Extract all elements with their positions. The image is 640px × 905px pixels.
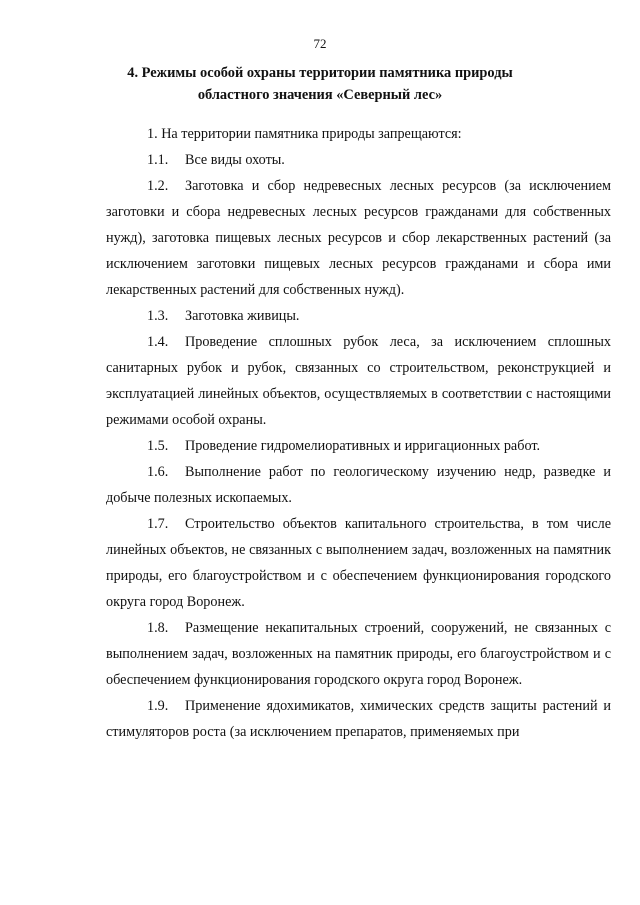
list-item-number: 1.9. [147, 698, 169, 714]
list-item-number: 1.2. [147, 178, 169, 194]
list-item-number: 1.7. [147, 516, 169, 532]
list-item-text: Заготовка и сбор недревесных лесных ресурсов (за исключением заготовки и сбора недревесных лесных ресурсов гражданами для собственных нужд), заготовка пищевых лесных ресурсов и сбор лекарственных растений (за исключением заготовки пищевых лесных ресурсов гражданами и сбора ими лекарственных растений для собственных нужд). [106, 178, 611, 298]
list-item-text: Заготовка живицы. [185, 308, 300, 324]
list-item-number: 1.5. [147, 438, 169, 454]
list-item-text: Проведение сплошных рубок леса, за исключением сплошных санитарных рубок и рубок, связанных со строительством, реконструкцией и эксплуатацией линейных объектов, осуществляемых в соответствии с настоящими режимами особой охраны. [106, 334, 611, 428]
list-item-number: 1.8. [147, 620, 169, 636]
list-item [106, 147, 611, 173]
list-item [106, 615, 611, 693]
section-heading [100, 62, 540, 106]
list-item [106, 173, 611, 303]
intro-paragraph: 1. На территории памятника природы запрещаются: [147, 126, 462, 142]
list-item-number: 1.3. [147, 308, 169, 324]
list-item-text: Проведение гидромелиоративных и ирригационных работ. [185, 438, 541, 454]
list-item [106, 303, 611, 329]
list-item [106, 511, 611, 615]
list-item [106, 459, 611, 511]
list-item-text: Размещение некапитальных строений, сооружений, не связанных с выполнением задач, возложенных на памятник природы, его благоустройством и с обеспечением функционирования городского округа город Воронеж. [106, 620, 611, 688]
list-item-text: Строительство объектов капитального строительства, в том числе линейных объектов, не связанных с выполнением задач, возложенных на памятник природы, его благоустройством и с обеспечением функционирования городского округа город Воронеж. [106, 516, 611, 610]
section-heading-line-2: областного значения «Северный лес» [197, 87, 443, 103]
list-item-number: 1.1. [147, 152, 169, 168]
body-text [106, 121, 611, 745]
list-item-text: Применение ядохимикатов, химических средств защиты растений и стимуляторов роста (за исключением препаратов, применяемых при [106, 698, 611, 740]
list-item [106, 693, 611, 745]
list-item-text: Выполнение работ по геологическому изучению недр, разведке и добыче полезных ископаемых. [106, 464, 611, 506]
list-item-text: Все виды охоты. [185, 152, 285, 168]
list-item-number: 1.4. [147, 334, 169, 350]
list-item-number: 1.6. [147, 464, 169, 480]
section-heading-line-1: 4. Режимы особой охраны территории памятника природы [127, 65, 513, 81]
page-number: 72 [313, 36, 327, 51]
list-item [106, 433, 611, 459]
list-item [106, 329, 611, 433]
